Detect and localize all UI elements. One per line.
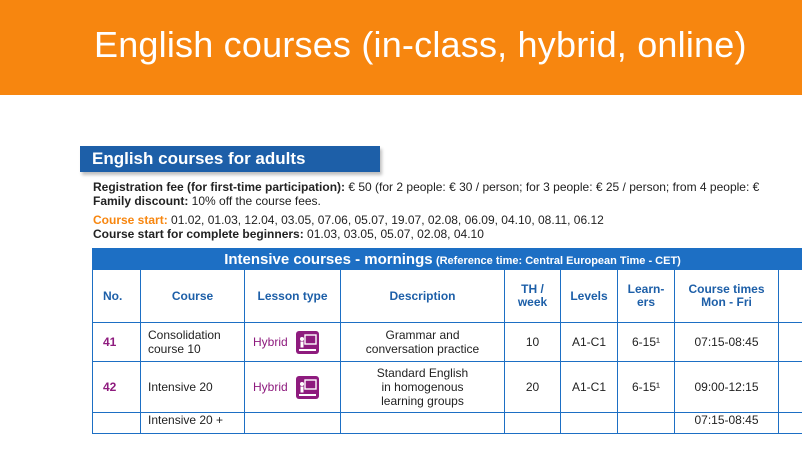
course-number [93,413,141,434]
extra-cell [779,362,802,413]
course-start-line: Course start: 01.02, 01.03, 12.04, 03.05, 07.06, 05.07, 19.07, 02.08, 06.09, 04.10, 08.11, 06.12 [93,213,604,227]
course-name: Intensive 20 [141,362,245,413]
header-extra [779,270,802,323]
course-description: Grammar and conversation practice [341,323,505,362]
teaching-hours [505,413,561,434]
hybrid-classroom-icon [296,376,319,399]
lesson-type-label: Hybrid [253,380,288,394]
lesson-type-label: Hybrid [253,335,288,349]
registration-fee-line: Registration fee (for first-time participation): € 50 (for 2 people: € 30 / person; for 3 people: € 25 / person; from 4 people: € [93,180,760,194]
header-th-week: TH / week [505,270,561,323]
course-times: 07:15-08:45 [675,323,779,362]
header-levels: Levels [561,270,618,323]
header-course-times: Course times Mon - Fri [675,270,779,323]
table-row [93,362,802,413]
beginners-start-line: Course start for complete beginners: 01.03, 03.05, 05.07, 02.08, 04.10 [93,227,484,241]
header-description: Description [341,270,505,323]
section-heading-tab [80,146,380,172]
teaching-hours: 20 [505,362,561,413]
learners-count [618,413,675,434]
extra-cell [779,413,802,434]
course-levels: A1-C1 [561,362,618,413]
page-title: English courses (in-class, hybrid, online) [94,24,747,65]
course-description [341,413,505,434]
course-times: 07:15-08:45 [675,413,779,434]
learners-count: 6-15¹ [618,362,675,413]
table-title: Intensive courses - mornings (Reference time: Central European Time - CET) [93,249,802,270]
teaching-hours: 10 [505,323,561,362]
table-row [93,323,802,362]
hybrid-classroom-icon [296,331,319,354]
course-levels: A1-C1 [561,323,618,362]
header-lesson-type: Lesson type [245,270,341,323]
learners-count: 6-15¹ [618,323,675,362]
course-times: 09:00-12:15 [675,362,779,413]
header-learners: Learn- ers [618,270,675,323]
course-number: 41 [93,323,141,362]
course-levels [561,413,618,434]
lesson-type [245,413,341,434]
header-banner [0,0,802,95]
course-description: Standard English in homogenous learning groups [341,362,505,413]
intensive-courses-table [92,248,802,434]
course-name: Intensive 20 + [141,413,245,434]
lesson-type [245,362,341,413]
column-headers [93,270,802,323]
course-name: Consolidation course 10 [141,323,245,362]
section-title: English courses for adults [92,149,306,168]
extra-cell [779,323,802,362]
table-row [93,413,802,434]
course-number: 42 [93,362,141,413]
lesson-type [245,323,341,362]
header-no: No. [93,270,141,323]
header-course: Course [141,270,245,323]
family-discount-line: Family discount: 10% off the course fees. [93,194,321,208]
